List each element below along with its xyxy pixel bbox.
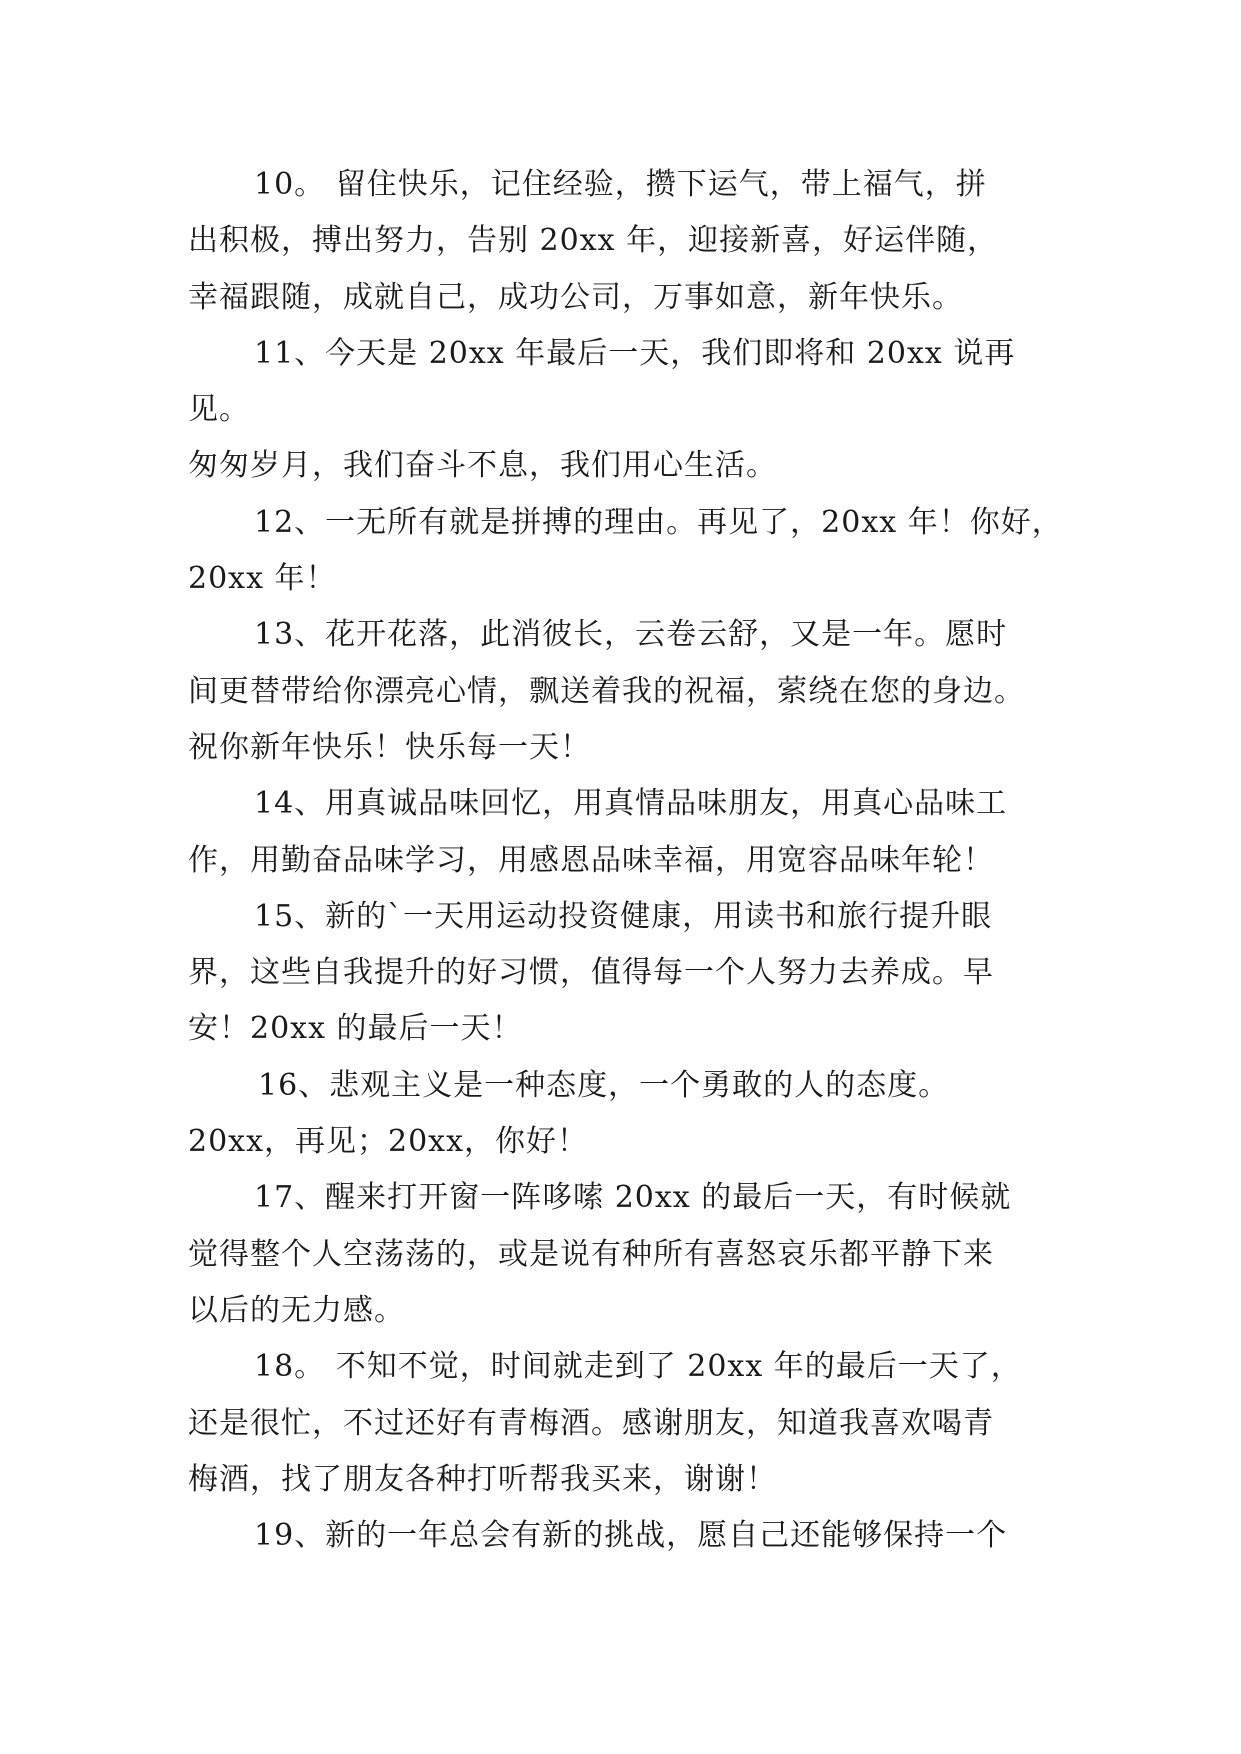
paragraph-10: 10。 留住快乐，记住经验，攒下运气，带上福气，拼 出积极，搏出努力，告别 20xx 年，迎接新喜，好运伴随， 幸福跟随，成就自己，成功公司，万事如意，新年快乐。 (188, 167, 999, 315)
document-body (188, 157, 1068, 1564)
paragraph-16: 16、悲观主义是一种态度，一个勇敢的人的态度。 20xx，再见；20xx，你好！ (188, 1067, 950, 1160)
paragraph-17: 17、醒来打开窗一阵哆嗦 20xx 的最后一天，有时候就 觉得整个人空荡荡的，或是说有种所有喜怒哀乐都平静下来 以后的无力感。 (188, 1180, 1012, 1328)
paragraph-12: 12、一无所有就是拼搏的理由。再见了，20xx 年！你好， 20xx 年！ (188, 504, 1063, 597)
paragraph-15: 15、新的`一天用运动投资健康，用读书和旅行提升眼 界，这些自我提升的好习惯，值得每一个人努力去养成。早 安！20xx 的最后一天！ (188, 898, 994, 1047)
paragraph-18: 18。 不知不觉，时间就走到了 20xx 年的最后一天了， 还是很忙，不过还好有青梅酒。感谢朋友，知道我喜欢喝青 梅酒，找了朋友各种打听帮我买来，谢谢！ (188, 1349, 1022, 1497)
paragraph-13: 13、花开花落，此消彼长，云卷云舒，又是一年。愿时 间更替带给你漂亮心情，飘送着我的祝福，萦绕在您的身边。 祝你新年快乐！快乐每一天！ (188, 617, 1025, 765)
paragraph-14: 14、用真诚品味回忆，用真情品味朋友，用真心品味工 作，用勤奋品味学习，用感恩品味幸福，用宽容品味年轮！ (188, 786, 1008, 878)
paragraph-11: 11、今天是 20xx 年最后一天，我们即将和 20xx 说再见。 匆匆岁月，我们奋斗不息，我们用心生活。 (188, 335, 1016, 484)
paragraph-19: 19、新的一年总会有新的挑战，愿自己还能够保持一个 (254, 1518, 1008, 1554)
